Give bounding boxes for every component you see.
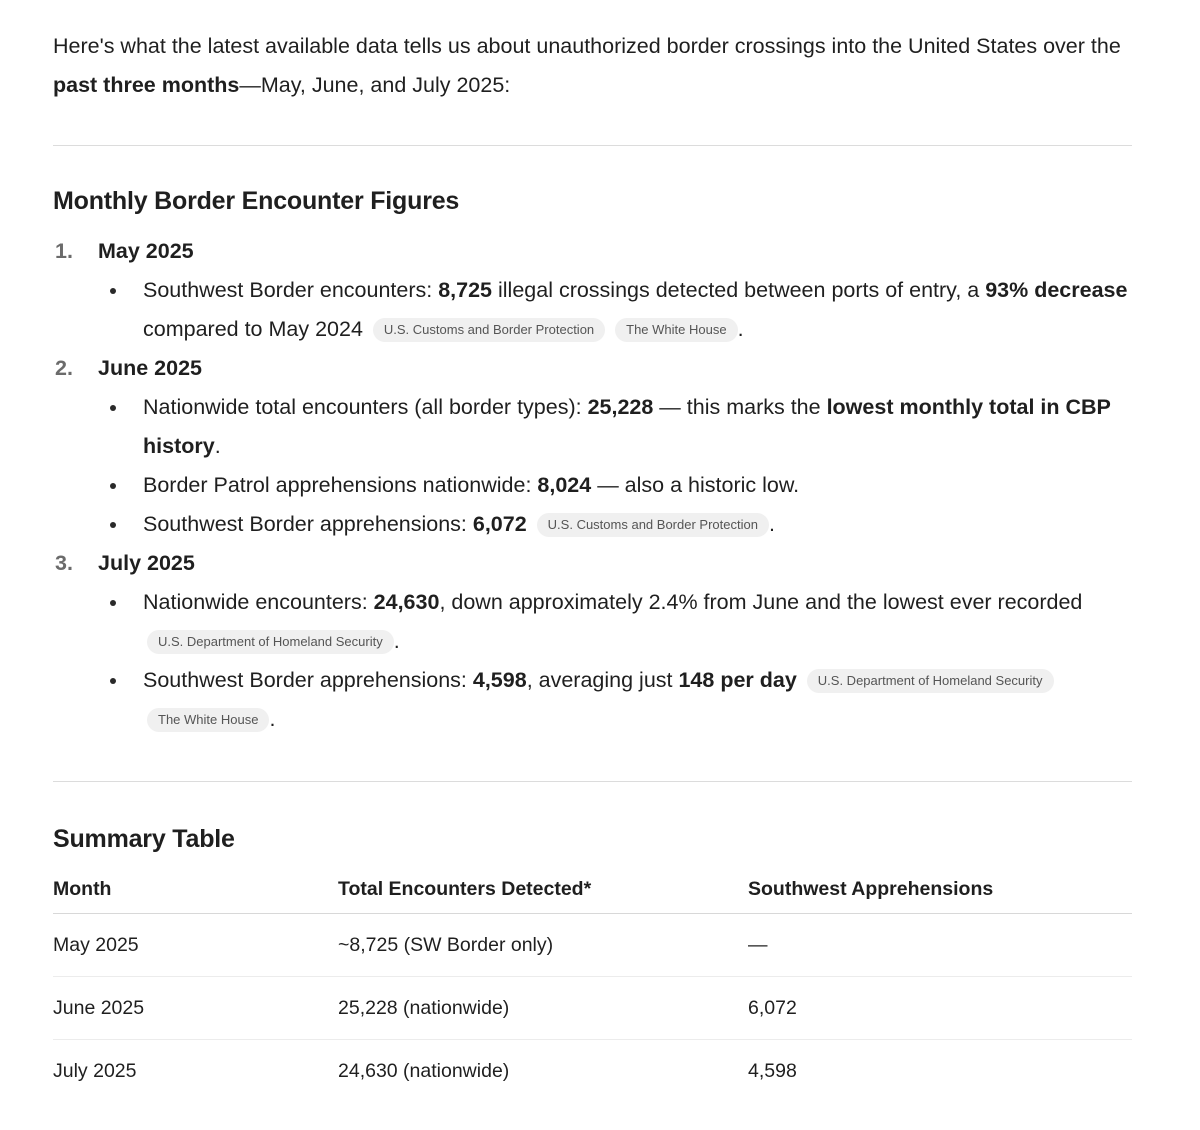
- month-label: June 2025: [98, 356, 202, 380]
- bullet-text: illegal crossings detected between ports of entry, a: [492, 278, 986, 302]
- bullet-bold: 8,024: [537, 473, 592, 497]
- table-row: [53, 1040, 1132, 1103]
- bullet-item: [53, 388, 1132, 466]
- table-cell: —: [748, 914, 1132, 977]
- bullet-bold: 24,630: [373, 590, 440, 614]
- list-number: 3.: [55, 551, 73, 575]
- list-item-month: [53, 349, 1132, 388]
- source-citation-chip[interactable]: U.S. Department of Homeland Security: [147, 630, 394, 654]
- table-cell: 24,630 (nationwide): [338, 1059, 510, 1082]
- table-header-row: [53, 865, 1132, 914]
- column-header: Total Encounters Detected*: [338, 865, 748, 914]
- intro-text: Here's what the latest available data tells us about unauthorized border crossings into the United States over the: [53, 34, 1121, 58]
- bullet-bold: 25,228: [587, 395, 654, 419]
- table-cell: 4,598: [748, 1059, 797, 1082]
- bullet-item: [53, 583, 1132, 661]
- list-number: 2.: [55, 356, 73, 380]
- source-citation-chip[interactable]: U.S. Customs and Border Protection: [373, 318, 605, 342]
- bullet-text: .: [214, 434, 221, 458]
- list-item-month: [53, 232, 1132, 271]
- bullet-text: , averaging just: [526, 668, 679, 692]
- section-heading-summary: Summary Table: [53, 825, 235, 853]
- bullet-item: [53, 661, 1132, 739]
- bullet-text: Nationwide total encounters (all border types):: [143, 395, 588, 419]
- bullet-text: .: [768, 512, 775, 536]
- bullet-bold: 148 per day: [678, 668, 797, 692]
- bullet-text: — also a historic low.: [591, 473, 800, 497]
- bullet-text: Southwest Border encounters:: [143, 278, 439, 302]
- bullet-text: , down approximately 2.4% from June and the lowest ever recorded: [439, 590, 1083, 614]
- source-citation-chip[interactable]: The White House: [615, 318, 737, 342]
- bullet-text: — this marks the: [653, 395, 827, 419]
- source-citation-chip[interactable]: U.S. Customs and Border Protection: [537, 513, 769, 537]
- table-cell: ~8,725 (SW Border only): [338, 914, 748, 977]
- bullet-text: .: [393, 629, 400, 653]
- intro-paragraph: [53, 27, 1132, 105]
- table-cell: 25,228 (nationwide): [338, 977, 748, 1040]
- table-cell: July 2025: [53, 1059, 137, 1082]
- bullet-bold: 93% decrease: [985, 278, 1128, 302]
- list-item-month: [53, 544, 1132, 583]
- bullet-text: .: [737, 317, 744, 341]
- bullet-text: Border Patrol apprehensions nationwide:: [143, 473, 538, 497]
- bullet-text: Southwest Border apprehensions:: [143, 668, 473, 692]
- table-cell: May 2025: [53, 914, 338, 977]
- divider: [53, 781, 1132, 782]
- bullet-bold: 8,725: [438, 278, 493, 302]
- bullet-bold: lowest monthly total in CBP history: [143, 395, 1111, 458]
- bullet-item: [53, 466, 1132, 505]
- table-row: [53, 977, 1132, 1040]
- table-cell: 6,072: [748, 977, 1132, 1040]
- bullet-item: [53, 271, 1132, 349]
- column-header: Month: [53, 865, 338, 914]
- bullet-text: .: [269, 707, 276, 731]
- source-citation-chip[interactable]: The White House: [147, 708, 269, 732]
- month-label: May 2025: [98, 239, 194, 263]
- intro-bold: past three months: [53, 73, 240, 97]
- bullet-text: compared to May 2024: [143, 317, 363, 341]
- summary-table: [53, 865, 1132, 1102]
- bullet-text: Southwest Border apprehensions:: [143, 512, 473, 536]
- bullet-bold: 6,072: [472, 512, 527, 536]
- section-heading-figures: Monthly Border Encounter Figures: [53, 187, 460, 215]
- source-citation-chip[interactable]: U.S. Department of Homeland Security: [807, 669, 1054, 693]
- list-number: 1.: [55, 239, 73, 263]
- table-cell: June 2025: [53, 977, 338, 1040]
- monthly-figures-list: [53, 232, 1132, 739]
- response-content: [53, 27, 1132, 1082]
- column-header: Southwest Apprehensions: [748, 865, 1132, 914]
- month-label: July 2025: [98, 551, 195, 575]
- bullet-text: Nationwide encounters:: [143, 590, 374, 614]
- table-row: [53, 914, 1132, 977]
- bullet-bold: 4,598: [472, 668, 527, 692]
- bullet-item: [53, 505, 1132, 544]
- intro-text-end: —May, June, and July 2025:: [239, 73, 511, 97]
- divider: [53, 145, 1132, 146]
